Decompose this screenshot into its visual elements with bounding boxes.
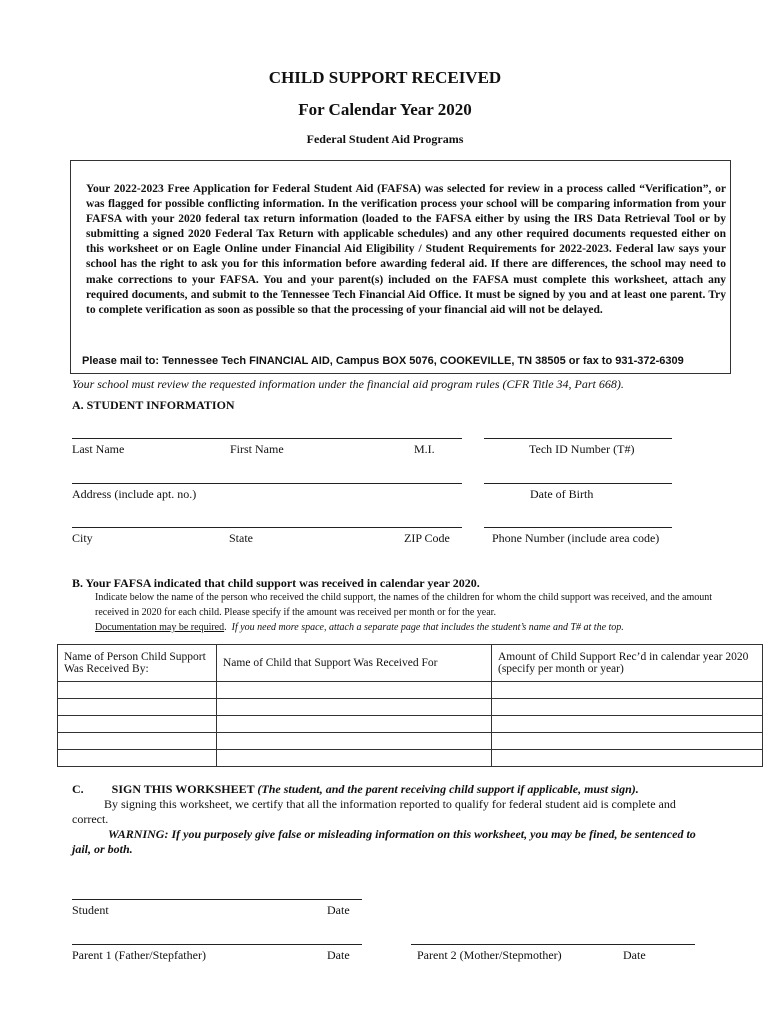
amount-cell[interactable] [492,750,763,767]
student-signature-line[interactable] [72,899,362,900]
phone-label: Phone Number (include area code) [492,531,660,545]
parent2-signature-label: Parent 2 (Mother/Stepmother) [417,948,562,962]
section-c-heading [72,782,639,797]
student-date-label: Date [327,903,350,917]
table-row [58,733,763,750]
recipient-cell[interactable] [58,733,217,750]
first-name-label: First Name [230,442,284,456]
address-field-line[interactable] [72,483,462,484]
last-name-label: Last Name [72,442,125,456]
review-note: Your school must review the requested information under the financial aid program rules (CFR Title 34, Part 668). [72,377,624,391]
page-subtitle: For Calendar Year 2020 [298,100,472,119]
tech-id-field-line[interactable] [484,438,672,439]
child-cell[interactable] [217,682,492,699]
program-label: Federal Student Aid Programs [306,132,464,146]
parent1-signature-line[interactable] [72,944,362,945]
address-label: Address (include apt. no.) [72,487,197,501]
recipient-cell[interactable] [58,682,217,699]
student-signature-label: Student [72,903,109,917]
amount-cell[interactable] [492,699,763,716]
parent2-date-label: Date [623,948,646,962]
recipient-cell[interactable] [58,750,217,767]
tech-id-label: Tech ID Number (T#) [529,442,635,456]
table-row [58,699,763,716]
documentation-required: Documentation may be required [95,622,225,633]
section-b-heading: B. Your FAFSA indicated that child support was received in calendar year 2020. [72,576,480,590]
child-cell[interactable] [217,750,492,767]
name-field-line[interactable] [72,438,462,439]
section-a-heading: A. STUDENT INFORMATION [72,398,235,412]
child-cell[interactable] [217,733,492,750]
table-row [58,750,763,767]
column-header-child: Name of Child that Support Was Received For [217,645,492,682]
section-c-note: (The student, and the parent receiving child support if applicable, must sign). [257,782,639,796]
page-title: CHILD SUPPORT RECEIVED [268,68,502,87]
parent1-signature-label: Parent 1 (Father/Stepfather) [72,948,206,962]
mi-label: M.I. [414,442,435,456]
state-label: State [229,531,253,545]
recipient-cell[interactable] [58,699,217,716]
amount-cell[interactable] [492,682,763,699]
child-cell[interactable] [217,716,492,733]
city-state-zip-field-line[interactable] [72,527,462,528]
more-space-note: If you need more space, attach a separate page that includes the student’s name and T# at the top. [231,622,624,633]
parent2-signature-line[interactable] [411,944,695,945]
section-b-text: Indicate below the name of the person who received the child support, the names of the children for whom the child support was received, and the amount received in 2020 for each child. Please specify if the amount was received per month or for the year. [95,592,713,618]
column-header-recipient: Name of Person Child Support Was Received By: [58,645,217,682]
section-c-label: C. [72,782,84,796]
mail-instructions: Please mail to: Tennessee Tech FINANCIAL AID, Campus BOX 5076, COOKEVILLE, TN 38505 or fax to 931-372-6309 [82,355,684,367]
warning-statement: WARNING: If you purposely give false or misleading information on this worksheet, you may be fined, be sentenced to jail, or both. [72,827,696,856]
recipient-cell[interactable] [58,716,217,733]
table-row [58,716,763,733]
section-c-title: SIGN THIS WORKSHEET [111,782,255,796]
zip-label: ZIP Code [404,531,450,545]
city-label: City [72,531,93,545]
section-b-instructions: Indicate below the name of the person who received the child support, the names of the children for whom the child support was received, and the amount received in 2020 for each child. Please specify if the amount was received per month or for the year. Documentation may be required. If you need more space, attach a separate page that includes the student’s name and T# at the top. [95,592,713,633]
notice-paragraph: Your 2022-2023 Free Application for Federal Student Aid (FAFSA) was selected for review in a process called “Verification”, or was flagged for possible conflicting information. In the verification process your school will be comparing information from your FAFSA with your 2020 federal tax return information (loaded to the FAFSA either by using the IRS Data Retrieval Tool or by submitting a signed 2020 Federal Tax Return with applicable schedules) and any other required documents requested either on this worksheet or on Eagle Online under Financial Aid Eligibility / Student Requirements for 2022-2023. Federal law says your school has the right to ask you for this information before awarding federal aid. If there are differences, the school may need to make corrections to your FAFSA. You and your parent(s) included on the FAFSA must complete this worksheet, attach any required documents, and submit to the Tennessee Tech Financial Aid Office. It must be signed by you and at least one parent. Try to complete verification as soon as possible so that the processing of your financial aid will not be delayed. [86,183,726,316]
column-header-amount: Amount of Child Support Rec’d in calendar year 2020 (specify per month or year) [492,645,763,682]
dob-label: Date of Birth [530,487,594,501]
dob-field-line[interactable] [484,483,672,484]
child-support-table [57,644,763,767]
child-cell[interactable] [217,699,492,716]
table-row [58,682,763,699]
parent1-date-label: Date [327,948,350,962]
amount-cell[interactable] [492,716,763,733]
table-header-row [58,645,763,682]
amount-cell[interactable] [492,733,763,750]
phone-field-line[interactable] [484,527,672,528]
certify-statement: By signing this worksheet, we certify that all the information reported to qualify for federal student aid is complete and correct. [72,797,676,826]
